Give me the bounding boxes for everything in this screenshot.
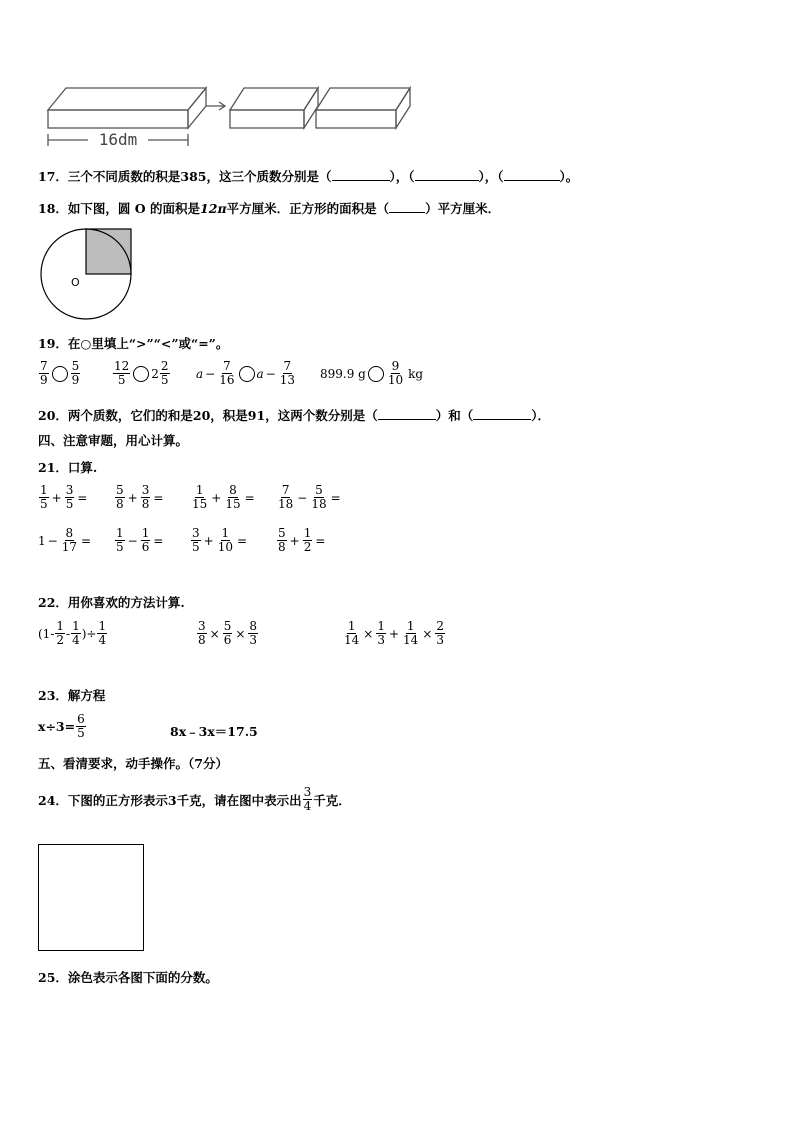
answer-blank[interactable] [415, 170, 479, 181]
question-17: 17．三个不同质数的积是385，这三个质数分别是（ ），（ ），（ ）。 [38, 169, 579, 184]
dimension-label: 16dm [98, 130, 138, 149]
circle-square-figure [38, 226, 138, 322]
compare-circle[interactable] [133, 366, 149, 382]
equation-1: x÷3= $\frac{6}{5}$ [38, 712, 85, 740]
oral-calc-item: $\frac{1}{15}$ + $\frac{8}{15}$ = [192, 483, 255, 511]
compare-circle[interactable] [239, 366, 255, 382]
calc-expr-2: $\frac{3}{8}$ × $\frac{5}{6}$ × $\frac{8}{3}$ [198, 619, 258, 647]
oral-calc-item: $\frac{5}{8}$ + $\frac{1}{2}$ = [278, 526, 326, 554]
compare-expr-3: a − $\frac{7}{16}$ a − $\frac{7}{13}$ [196, 359, 295, 387]
oral-calc-item: $\frac{1}{5}$ + $\frac{3}{5}$ = [40, 483, 88, 511]
oral-calc-item: $\frac{7}{18}$ − $\frac{5}{18}$ = [278, 483, 341, 511]
question-23: 23．解方程 [38, 688, 106, 703]
compare-expr-4: 899.9 g $\frac{9}{10}$ kg [320, 359, 424, 387]
oral-calc-item: $\frac{1}{5}$ − $\frac{1}{6}$ = [116, 526, 164, 554]
question-22: 22．用你喜欢的方法计算. [38, 595, 185, 610]
compare-circle[interactable] [368, 366, 384, 382]
question-24: 24． 下图的正方形表示3千克，请在图中表示出 $\frac{3}{4}$ 千克． [38, 785, 351, 813]
equation-2: 8x﹣3x＝17.5 [170, 724, 258, 739]
question-18: 18．如下图，圆 O 的面积是12π平方厘米．正方形的面积是（ ）平方厘米． [38, 201, 501, 216]
oral-calc-item: $\frac{5}{8}$ + $\frac{3}{8}$ = [116, 483, 164, 511]
compare-expr-2: $\frac{12}{5}$ 2 $\frac{2}{5}$ [114, 359, 169, 387]
question-20: 20．两个质数，它们的和是20，积是91，这两个数分别是（ ）和（ ）． [38, 408, 550, 423]
section-5-heading: 五、看清要求，动手操作。（7分） [38, 756, 228, 771]
answer-blank[interactable] [332, 170, 390, 181]
question-25: 25．涂色表示各图下面的分数。 [38, 970, 218, 985]
compare-circle[interactable] [52, 366, 68, 382]
square-figure[interactable] [38, 844, 144, 951]
answer-blank[interactable] [389, 202, 425, 213]
calc-expr-1: (1- $\frac{1}{2}$ - $\frac{1}{4}$ )÷ $\frac{1}{4}$ [38, 619, 107, 647]
oral-calc-item: 1 − $\frac{8}{17}$ = [38, 526, 92, 554]
oral-calc-item: $\frac{3}{5}$ + $\frac{1}{10}$ = [192, 526, 248, 554]
section-4-heading: 四、注意审题，用心计算。 [38, 433, 189, 448]
svg-text:O: O [71, 276, 80, 289]
compare-expr-1: $\frac{7}{9}$ $\frac{5}{9}$ [40, 359, 80, 387]
cuboid-figure [44, 80, 416, 154]
question-19: 19．在○里填上“>”“<”或“=”。 [38, 336, 229, 351]
question-21: 21．口算. [38, 460, 98, 475]
answer-blank[interactable] [473, 409, 531, 420]
answer-blank[interactable] [378, 409, 436, 420]
answer-blank[interactable] [504, 170, 560, 181]
calc-expr-3: $\frac{1}{14}$ × $\frac{1}{3}$ + $\frac{1}{14}$ × $\frac{2}{3}$ [344, 619, 445, 647]
